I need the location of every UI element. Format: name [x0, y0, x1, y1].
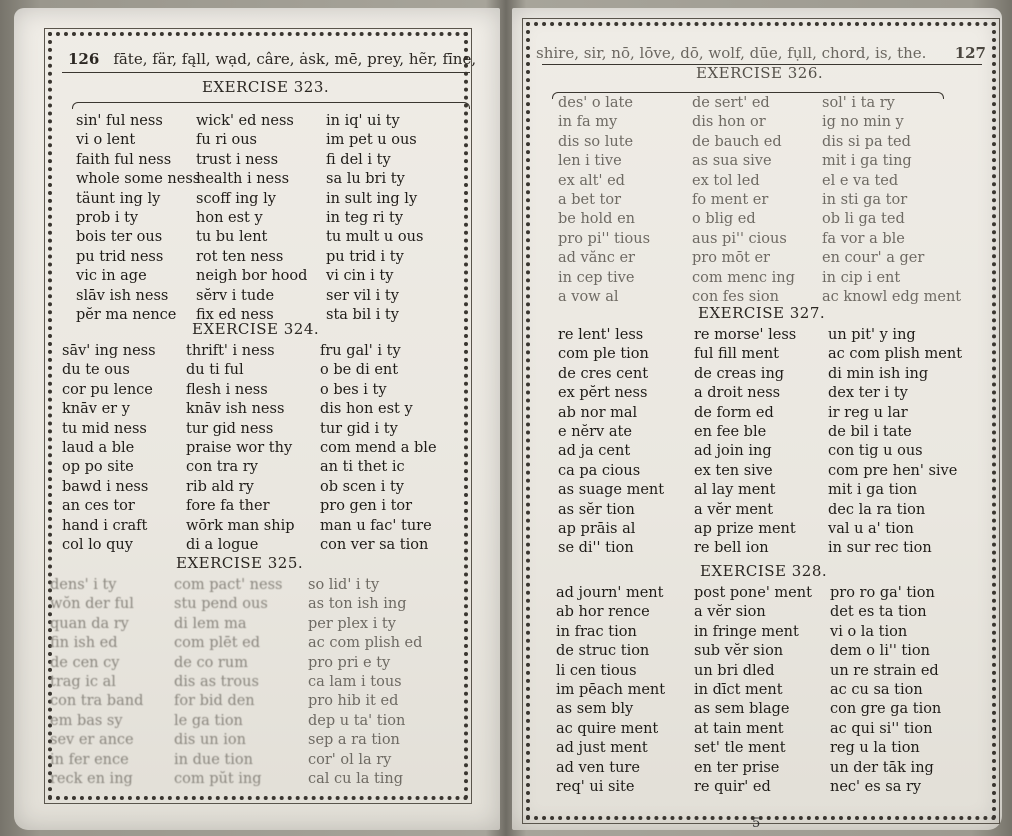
word-entry: en ter prise: [694, 759, 780, 776]
word-entry: ab nor mal: [558, 404, 638, 421]
exercise-324-col3: [320, 342, 437, 555]
word-entry: scoff ing ly: [196, 190, 276, 207]
word-entry: com ple tion: [558, 346, 649, 363]
word-entry: ac qui si'' tion: [830, 720, 933, 737]
word-entry: sāv' ing ness: [62, 343, 156, 359]
signature-mark: 5: [752, 816, 761, 831]
word-entry: ab hor rence: [556, 604, 650, 621]
word-entry: dec la ra tion: [828, 501, 926, 518]
word-entry: in fer ence: [50, 751, 129, 768]
word-entry: dep u ta' tion: [308, 712, 406, 729]
word-entry: nec' es sa ry: [830, 778, 922, 795]
word-entry: im pet u ous: [326, 132, 417, 149]
exercise-328-title: EXERCISE 328.: [700, 562, 828, 580]
word-entry: stu pend ous: [174, 596, 268, 613]
word-entry: tur gid i ty: [320, 420, 398, 437]
word-entry: fi del i ty: [326, 151, 391, 168]
exercise-328-col1: [556, 584, 665, 797]
word-entry: len i tive: [558, 153, 622, 170]
word-entry: as sem bly: [556, 701, 634, 718]
word-entry: cor pu lence: [62, 381, 153, 398]
word-entry: o blig ed: [692, 211, 756, 228]
word-entry: el e va ted: [822, 172, 899, 189]
word-entry: vi cin i ty: [326, 268, 394, 285]
exercise-325-title: EXERCISE 325.: [176, 554, 304, 572]
word-entry: un der tāk ing: [830, 759, 934, 776]
exercise-323-col1: [76, 112, 200, 325]
word-entry: tu mid ness: [62, 420, 147, 437]
word-entry: de cres cent: [558, 365, 649, 382]
word-entry: ad join ing: [694, 443, 772, 460]
word-entry: ex tol led: [692, 172, 760, 189]
word-entry: en cour' a ger: [822, 250, 925, 267]
word-entry: des' o late: [558, 95, 633, 111]
word-entry: in fa my: [558, 114, 618, 131]
word-entry: mit i ga tion: [828, 482, 918, 499]
word-entry: ca lam i tous: [308, 673, 402, 690]
word-entry: man u fac' ture: [320, 517, 432, 534]
word-entry: vic in age: [76, 268, 147, 285]
word-entry: laud a ble: [62, 439, 135, 456]
word-entry: con gre ga tion: [830, 701, 942, 718]
header-rule: [62, 72, 470, 73]
left-page-header: [68, 50, 477, 68]
word-entry: mit i ga ting: [822, 153, 912, 170]
word-entry: du ti ful: [186, 362, 244, 379]
word-entry: de creas ing: [694, 365, 785, 382]
word-entry: fin ish ed: [50, 635, 118, 652]
word-entry: pro ro ga' tion: [830, 585, 935, 601]
word-entry: dens' i ty: [50, 577, 117, 593]
word-entry: sta bil i ty: [326, 306, 399, 323]
word-entry: in sti ga tor: [822, 191, 908, 208]
word-entry: ad vănc er: [558, 250, 635, 267]
word-entry: di min ish ing: [828, 365, 929, 382]
word-entry: com pre hen' sive: [828, 462, 958, 479]
word-entry: set' tle ment: [694, 740, 786, 757]
word-entry: o be di ent: [320, 362, 399, 379]
word-entry: dis as trous: [174, 673, 259, 690]
word-entry: dis hon or: [692, 114, 766, 131]
word-entry: slāv ish ness: [76, 287, 169, 304]
word-entry: in teg ri ty: [326, 209, 404, 226]
exercise-326-col3: [822, 94, 961, 307]
right-page-number: 127: [954, 44, 986, 62]
word-entry: de cen cy: [50, 654, 120, 671]
word-entry: un re strain ed: [830, 662, 939, 679]
word-entry: a vow al: [558, 288, 619, 305]
exercise-326-title: EXERCISE 326.: [696, 64, 824, 82]
word-entry: wick' ed ness: [196, 113, 294, 129]
word-entry: ac cu sa tion: [830, 681, 923, 698]
word-entry: ca pa cious: [558, 462, 641, 479]
word-entry: re morse' less: [694, 327, 797, 343]
word-entry: ex ten sive: [694, 462, 773, 479]
word-entry: ex alt' ed: [558, 172, 625, 189]
word-entry: pro gen i tor: [320, 498, 413, 515]
word-entry: dex ter i ty: [828, 385, 908, 402]
word-entry: com pŭt ing: [174, 770, 262, 787]
word-entry: fu ri ous: [196, 132, 258, 149]
word-entry: com plēt ed: [174, 635, 261, 652]
exercise-323-title: EXERCISE 323.: [202, 78, 330, 96]
exercise-323-col3: [326, 112, 423, 325]
word-entry: pro mōt er: [692, 250, 770, 267]
word-entry: so lid' i ty: [308, 577, 380, 593]
word-entry: de sert' ed: [692, 95, 770, 111]
word-entry: bois ter ous: [76, 229, 163, 246]
word-entry: in dīct ment: [694, 681, 783, 698]
left-page-number: 126: [68, 50, 100, 68]
word-entry: dis so lute: [558, 133, 634, 150]
word-entry: val u a' tion: [828, 520, 914, 537]
word-entry: hand i craft: [62, 517, 148, 534]
word-entry: im pēach ment: [556, 681, 666, 698]
word-entry: ac knowl edg ment: [822, 288, 962, 305]
word-entry: ob scen i ty: [320, 478, 404, 495]
word-entry: ac com plish ment: [828, 346, 963, 363]
word-entry: com menc ing: [692, 269, 795, 286]
exercise-325-col3: [308, 576, 422, 789]
word-entry: fix ed ness: [196, 306, 274, 323]
word-entry: det es ta tion: [830, 604, 927, 621]
exercise-325-col1: [50, 576, 143, 789]
word-entry: täunt ing ly: [76, 190, 161, 207]
word-entry: wōrk man ship: [186, 517, 295, 534]
exercise-326-col2: [692, 94, 795, 307]
word-entry: in sult ing ly: [326, 190, 418, 207]
exercise-327-col2: [694, 326, 796, 559]
word-entry: trust i ness: [196, 151, 279, 168]
word-entry: vi o la tion: [830, 623, 908, 640]
word-entry: as ton ish ing: [308, 596, 407, 613]
word-entry: in fringe ment: [694, 623, 799, 640]
word-entry: fore fa ther: [186, 498, 270, 515]
word-entry: reck en ing: [50, 770, 133, 787]
word-entry: in cep tive: [558, 269, 635, 286]
word-entry: as sem blage: [694, 701, 790, 718]
word-entry: wŏn der ful: [50, 596, 134, 613]
word-entry: di a logue: [186, 536, 259, 553]
word-entry: req' ui site: [556, 778, 635, 795]
exercise-325-col2: [174, 576, 282, 789]
exercise-323-col2: [196, 112, 307, 325]
word-entry: quan da ry: [50, 615, 129, 632]
word-entry: vi o lent: [76, 132, 136, 149]
word-entry: ex pĕrt ness: [558, 385, 648, 402]
word-entry: ir reg u lar: [828, 404, 908, 421]
exercise-323-bracket: [72, 102, 470, 109]
word-entry: sa lu bri ty: [326, 171, 405, 188]
right-page-header: [536, 44, 992, 62]
word-entry: un bri dled: [694, 662, 775, 679]
word-entry: em bas sy: [50, 712, 123, 729]
word-entry: ad just ment: [556, 740, 648, 757]
word-entry: ap prize ment: [694, 520, 796, 537]
exercise-327-col1: [558, 326, 664, 559]
word-entry: an ces tor: [62, 498, 135, 515]
word-entry: sol' i ta ry: [822, 95, 895, 111]
word-entry: at tain ment: [694, 720, 784, 737]
word-entry: fru gal' i ty: [320, 343, 401, 359]
word-entry: fa vor a ble: [822, 230, 905, 247]
word-entry: pu trid i ty: [326, 248, 404, 265]
exercise-328-col2: [694, 584, 812, 797]
word-entry: ad ven ture: [556, 759, 640, 776]
word-entry: dis hon est y: [320, 401, 413, 418]
word-entry: de bil i tate: [828, 423, 912, 440]
word-entry: a vĕr ment: [694, 501, 774, 518]
word-entry: thrift' i ness: [186, 343, 275, 359]
word-entry: com mend a ble: [320, 439, 437, 456]
word-entry: knāv er y: [62, 401, 130, 418]
word-entry: cal cu la ting: [308, 770, 404, 787]
exercise-328-col3: [830, 584, 941, 797]
word-entry: tu bu lent: [196, 229, 268, 246]
left-pronunciation-key: fāte, fär, fąll, wạd, câre, ȧsk, mē, prey, hẽr, fīne,: [113, 50, 477, 68]
word-entry: con tra ry: [186, 459, 258, 476]
exercise-327-col3: [828, 326, 962, 559]
word-entry: sĕrv i tude: [196, 287, 275, 304]
word-entry: pĕr ma nence: [76, 306, 177, 323]
word-entry: in frac tion: [556, 623, 637, 640]
word-entry: whole some ness: [76, 171, 201, 188]
word-entry: de form ed: [694, 404, 774, 421]
word-entry: ap prāis al: [558, 520, 636, 537]
word-entry: de struc tion: [556, 643, 650, 660]
word-entry: reg u la tion: [830, 740, 920, 757]
word-entry: sep a ra tion: [308, 732, 400, 749]
word-entry: prob i ty: [76, 209, 139, 226]
word-entry: li cen tious: [556, 662, 637, 679]
word-entry: health i ness: [196, 171, 290, 188]
word-entry: faith ful ness: [76, 151, 172, 168]
word-entry: con fes sion: [692, 288, 779, 305]
word-entry: cor' ol la ry: [308, 751, 392, 768]
word-entry: ad journ' ment: [556, 585, 664, 601]
word-entry: rib ald ry: [186, 478, 254, 495]
word-entry: ac quire ment: [556, 720, 659, 737]
word-entry: re lent' less: [558, 327, 644, 343]
word-entry: pro pri e ty: [308, 654, 391, 671]
word-entry: de co rum: [174, 654, 248, 671]
word-entry: per plex i ty: [308, 615, 396, 632]
exercise-324-col1: [62, 342, 156, 555]
word-entry: for bid den: [174, 693, 255, 710]
word-entry: du te ous: [62, 362, 130, 379]
word-entry: post pone' ment: [694, 585, 812, 601]
word-entry: sub vĕr sion: [694, 643, 784, 660]
word-entry: aus pi'' cious: [692, 230, 787, 247]
word-entry: op po site: [62, 459, 134, 476]
word-entry: de bauch ed: [692, 133, 782, 150]
exercise-326-col1: [558, 94, 650, 307]
word-entry: un pit' y ing: [828, 327, 916, 343]
exercise-324-col2: [186, 342, 295, 555]
word-entry: ad ja cent: [558, 443, 631, 460]
word-entry: dis un ion: [174, 732, 246, 749]
word-entry: re bell ion: [694, 540, 769, 557]
word-entry: e nĕrv ate: [558, 423, 632, 440]
word-entry: in iq' ui ty: [326, 113, 400, 129]
word-entry: tur gid ness: [186, 420, 274, 437]
word-entry: in due tion: [174, 751, 253, 768]
word-entry: sin' ful ness: [76, 113, 163, 129]
word-entry: knāv ish ness: [186, 401, 285, 418]
word-entry: as sua sive: [692, 153, 772, 170]
exercise-324-title: EXERCISE 324.: [192, 320, 320, 338]
word-entry: fo ment er: [692, 191, 769, 208]
word-entry: an ti thet ic: [320, 459, 405, 476]
word-entry: o bes i ty: [320, 381, 387, 398]
word-entry: pu trid ness: [76, 248, 164, 265]
word-entry: ob li ga ted: [822, 211, 905, 228]
word-entry: dem o li'' tion: [830, 643, 930, 660]
word-entry: a bet tor: [558, 191, 622, 208]
word-entry: neigh bor hood: [196, 268, 308, 285]
word-entry: ful fill ment: [694, 346, 780, 363]
word-entry: al lay ment: [694, 482, 776, 499]
word-entry: se di'' tion: [558, 540, 634, 557]
word-entry: as sĕr tion: [558, 501, 635, 518]
word-entry: as suage ment: [558, 482, 665, 499]
word-entry: bawd i ness: [62, 478, 149, 495]
word-entry: rot ten ness: [196, 248, 284, 265]
word-entry: trag ic al: [50, 673, 116, 690]
word-entry: a vĕr sion: [694, 604, 766, 621]
word-entry: re quir' ed: [694, 778, 771, 795]
word-entry: ser vil i ty: [326, 287, 399, 304]
word-entry: hon est y: [196, 209, 263, 226]
word-entry: con tra band: [50, 693, 144, 710]
word-entry: pro pi'' tious: [558, 230, 651, 247]
word-entry: con ver sa tion: [320, 536, 429, 553]
word-entry: pro hib it ed: [308, 693, 399, 710]
word-entry: flesh i ness: [186, 381, 268, 398]
word-entry: in cip i ent: [822, 269, 901, 286]
word-entry: dis si pa ted: [822, 133, 911, 150]
word-entry: in sur rec tion: [828, 540, 932, 557]
word-entry: con tig u ous: [828, 443, 923, 460]
word-entry: en fee ble: [694, 423, 767, 440]
exercise-327-title: EXERCISE 327.: [698, 304, 826, 322]
word-entry: com pact' ness: [174, 577, 283, 593]
word-entry: tu mult u ous: [326, 229, 424, 246]
word-entry: ac com plish ed: [308, 635, 423, 652]
word-entry: le ga tion: [174, 712, 243, 729]
word-entry: col lo quy: [62, 536, 133, 553]
right-pronunciation-key: shire, sir, nō, lōve, dō, wolf, dūe, fụll, chord, is, the.: [536, 44, 927, 62]
word-entry: di lem ma: [174, 615, 247, 632]
word-entry: be hold en: [558, 211, 635, 228]
right-page: [512, 8, 1002, 830]
word-entry: sev er ance: [50, 732, 134, 749]
word-entry: a droit ness: [694, 385, 781, 402]
word-entry: praise wor thy: [186, 439, 293, 456]
word-entry: ig no min y: [822, 114, 904, 131]
left-page: [14, 8, 500, 830]
